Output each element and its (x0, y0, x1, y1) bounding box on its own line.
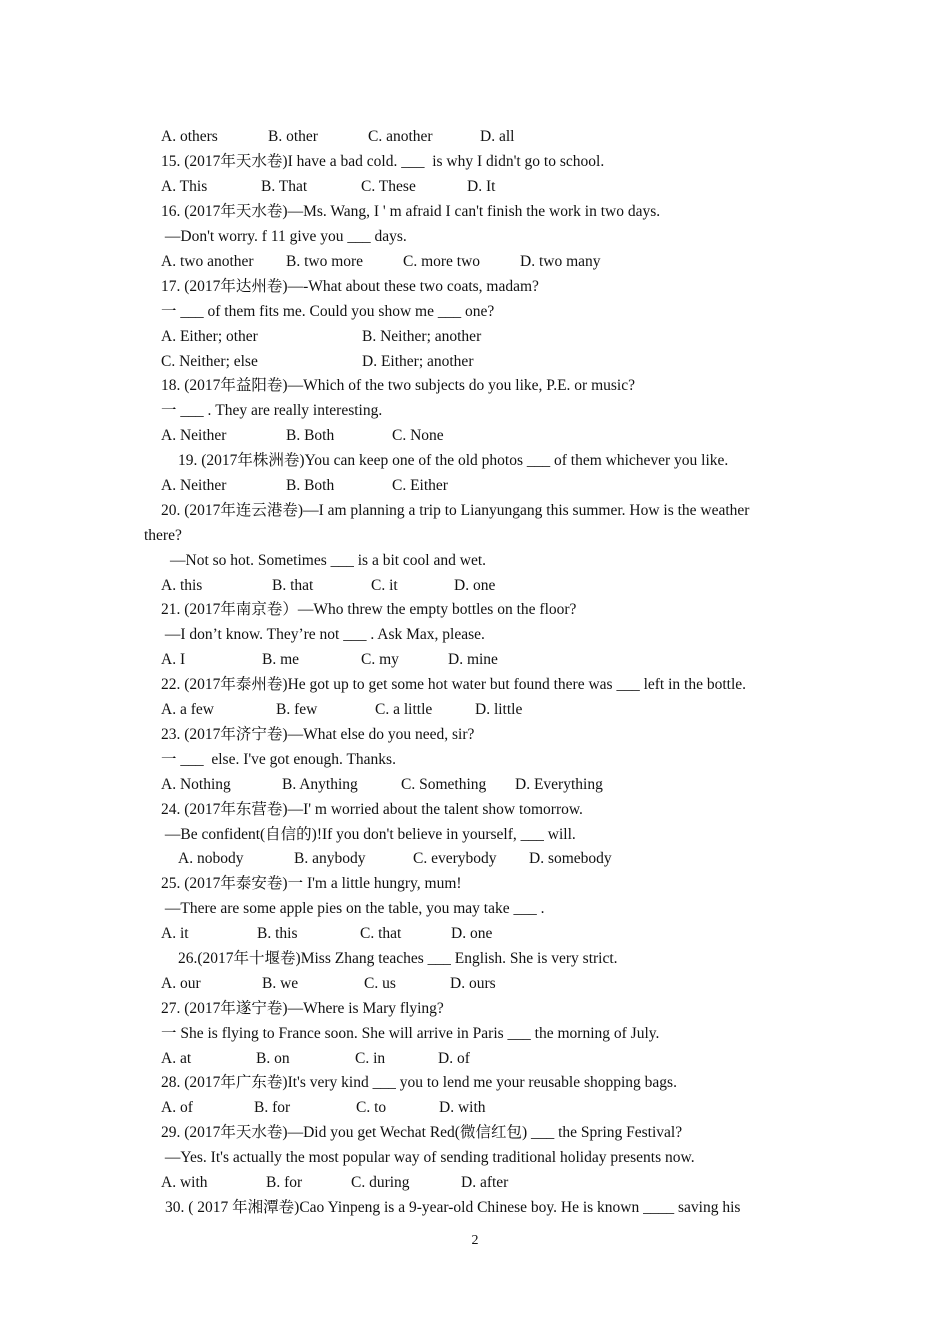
option: A. I (161, 651, 186, 668)
option-row (161, 177, 495, 197)
option: C. everybody (413, 850, 497, 867)
question-line: there? (144, 527, 182, 544)
question-line: 24. (2017年东营卷)—I' m worried about the talent show tomorrow. (161, 801, 583, 818)
question-line: 21. (2017年南京卷）—Who threw the empty bottles on the floor? (161, 601, 577, 618)
option: C. another (368, 128, 433, 145)
option: A. at (161, 1050, 192, 1067)
option: D. two many (520, 253, 601, 270)
option: D. after (461, 1174, 509, 1191)
option: B. we (262, 975, 299, 992)
question-line: 26.(2017年十堰卷)Miss Zhang teaches ___ English. She is very strict. (178, 950, 618, 967)
option: A. this (161, 577, 203, 594)
option: A. it (161, 925, 189, 942)
option: C. Neither; else (161, 353, 258, 370)
question-line: 22. (2017年泰州卷)He got up to get some hot water but found there was ___ left in the bottle. (161, 676, 747, 693)
option: B. on (256, 1050, 290, 1067)
option: B. Neither; another (362, 328, 482, 345)
option-row (178, 849, 612, 869)
option: D. Everything (515, 776, 603, 793)
question-line: 30. ( 2017 年湘潭卷)Cao Yinpeng is a 9-year-old Chinese boy. He is known ____ saving his (165, 1199, 741, 1216)
question-line: 29. (2017年天水卷)—Did you get Wechat Red(微信红包) ___ the Spring Festival? (161, 1124, 683, 1141)
option: C. us (364, 975, 396, 992)
option: B. That (261, 178, 308, 195)
option: C. to (356, 1099, 387, 1116)
option: B. for (254, 1099, 291, 1116)
option-row (161, 127, 514, 147)
option-row (161, 426, 444, 446)
option: B. Both (286, 477, 335, 494)
question-line: 27. (2017年遂宁卷)—Where is Mary flying? (161, 1000, 444, 1017)
option: A. nobody (178, 850, 244, 867)
option-row (161, 700, 522, 720)
option-row (161, 924, 492, 944)
page-number: 2 (471, 1233, 479, 1248)
answer-line: —I don’t know. They’re not ___ . Ask Max, please. (161, 626, 485, 643)
option: D. little (475, 701, 523, 718)
option: D. of (438, 1050, 470, 1067)
option-row (161, 775, 603, 795)
option: C. Something (401, 776, 487, 793)
option: B. anybody (294, 850, 366, 867)
option: B. this (257, 925, 298, 942)
answer-line: 一 ___ of them fits me. Could you show me ___ one? (161, 303, 495, 320)
answer-line: 一 She is flying to France soon. She will arrive in Paris ___ the morning of July. (161, 1025, 660, 1042)
option: D. mine (448, 651, 498, 668)
option: A. This (161, 178, 208, 195)
question-line: 28. (2017年广东卷)It's very kind ___ you to lend me your reusable shopping bags. (161, 1074, 677, 1091)
option: D. Either; another (362, 353, 474, 370)
option: A. with (161, 1174, 208, 1191)
question-line: 20. (2017年连云港卷)—I am planning a trip to Lianyungang this summer. How is the weather (161, 502, 750, 519)
option: B. Anything (282, 776, 358, 793)
option: C. a little (375, 701, 433, 718)
answer-line: —Yes. It's actually the most popular way of sending traditional holiday presents now. (161, 1149, 695, 1166)
answer-line: —Not so hot. Sometimes ___ is a bit cool and wet. (170, 552, 487, 569)
option: C. my (361, 651, 399, 668)
option: C. during (351, 1174, 410, 1191)
option: B. Both (286, 427, 335, 444)
option: A. our (161, 975, 201, 992)
option: B. two more (286, 253, 364, 270)
option-row (161, 252, 601, 272)
option: A. of (161, 1099, 193, 1116)
option: C. Either (392, 477, 448, 494)
question-line: 15. (2017年天水卷)I have a bad cold. ___ is why I didn't go to school. (161, 153, 605, 170)
answer-line: —Be confident(自信的)!If you don't believe in yourself, ___ will. (161, 826, 576, 843)
option-row (161, 650, 498, 670)
option: A. Either; other (161, 328, 258, 345)
question-line: 18. (2017年益阳卷)—Which of the two subjects do you like, P.E. or music? (161, 377, 635, 394)
option-row (161, 1173, 508, 1193)
option: D. all (480, 128, 515, 145)
option: A. Neither (161, 427, 227, 444)
option: A. others (161, 128, 218, 145)
answer-line: 一 ___ else. I've got enough. Thanks. (161, 751, 396, 768)
option-row (161, 974, 496, 994)
option-row (161, 1098, 486, 1118)
option: C. None (392, 427, 444, 444)
option: A. Nothing (161, 776, 231, 793)
option: A. two another (161, 253, 254, 270)
option: C. that (360, 925, 402, 942)
question-line: 16. (2017年天水卷)—Ms. Wang, I ' m afraid I can't finish the work in two days. (161, 203, 661, 220)
option: D. ours (450, 975, 496, 992)
answer-line: —Don't worry. f 11 give you ___ days. (161, 228, 407, 245)
option: C. it (371, 577, 398, 594)
option: A. Neither (161, 477, 227, 494)
answer-line: —There are some apple pies on the table, you may take ___ . (161, 900, 545, 917)
option: D. one (451, 925, 493, 942)
option: B. few (276, 701, 318, 718)
option: C. in (355, 1050, 386, 1067)
option-row (161, 327, 481, 347)
question-line: 25. (2017年泰安卷)一 I'm a little hungry, mum! (161, 875, 462, 892)
question-line: 23. (2017年济宁卷)—What else do you need, sir? (161, 726, 475, 743)
option: B. for (266, 1174, 303, 1191)
option-row (161, 476, 448, 496)
option-row (161, 576, 495, 596)
option: B. that (272, 577, 314, 594)
option: B. other (268, 128, 318, 145)
question-line: 17. (2017年达州卷)—-What about these two coats, madam? (161, 278, 539, 295)
option-row (161, 1049, 470, 1069)
option: C. These (361, 178, 416, 195)
option: C. more two (403, 253, 481, 270)
option: D. somebody (529, 850, 612, 867)
option: A. a few (161, 701, 214, 718)
option: B. me (262, 651, 300, 668)
option: D. one (454, 577, 496, 594)
question-line: 19. (2017年株洲卷)You can keep one of the old photos ___ of them whichever you like. (178, 452, 729, 469)
option: D. It (467, 178, 496, 195)
option: D. with (439, 1099, 486, 1116)
option-row (161, 352, 473, 372)
answer-line: 一 ___ . They are really interesting. (161, 402, 383, 419)
